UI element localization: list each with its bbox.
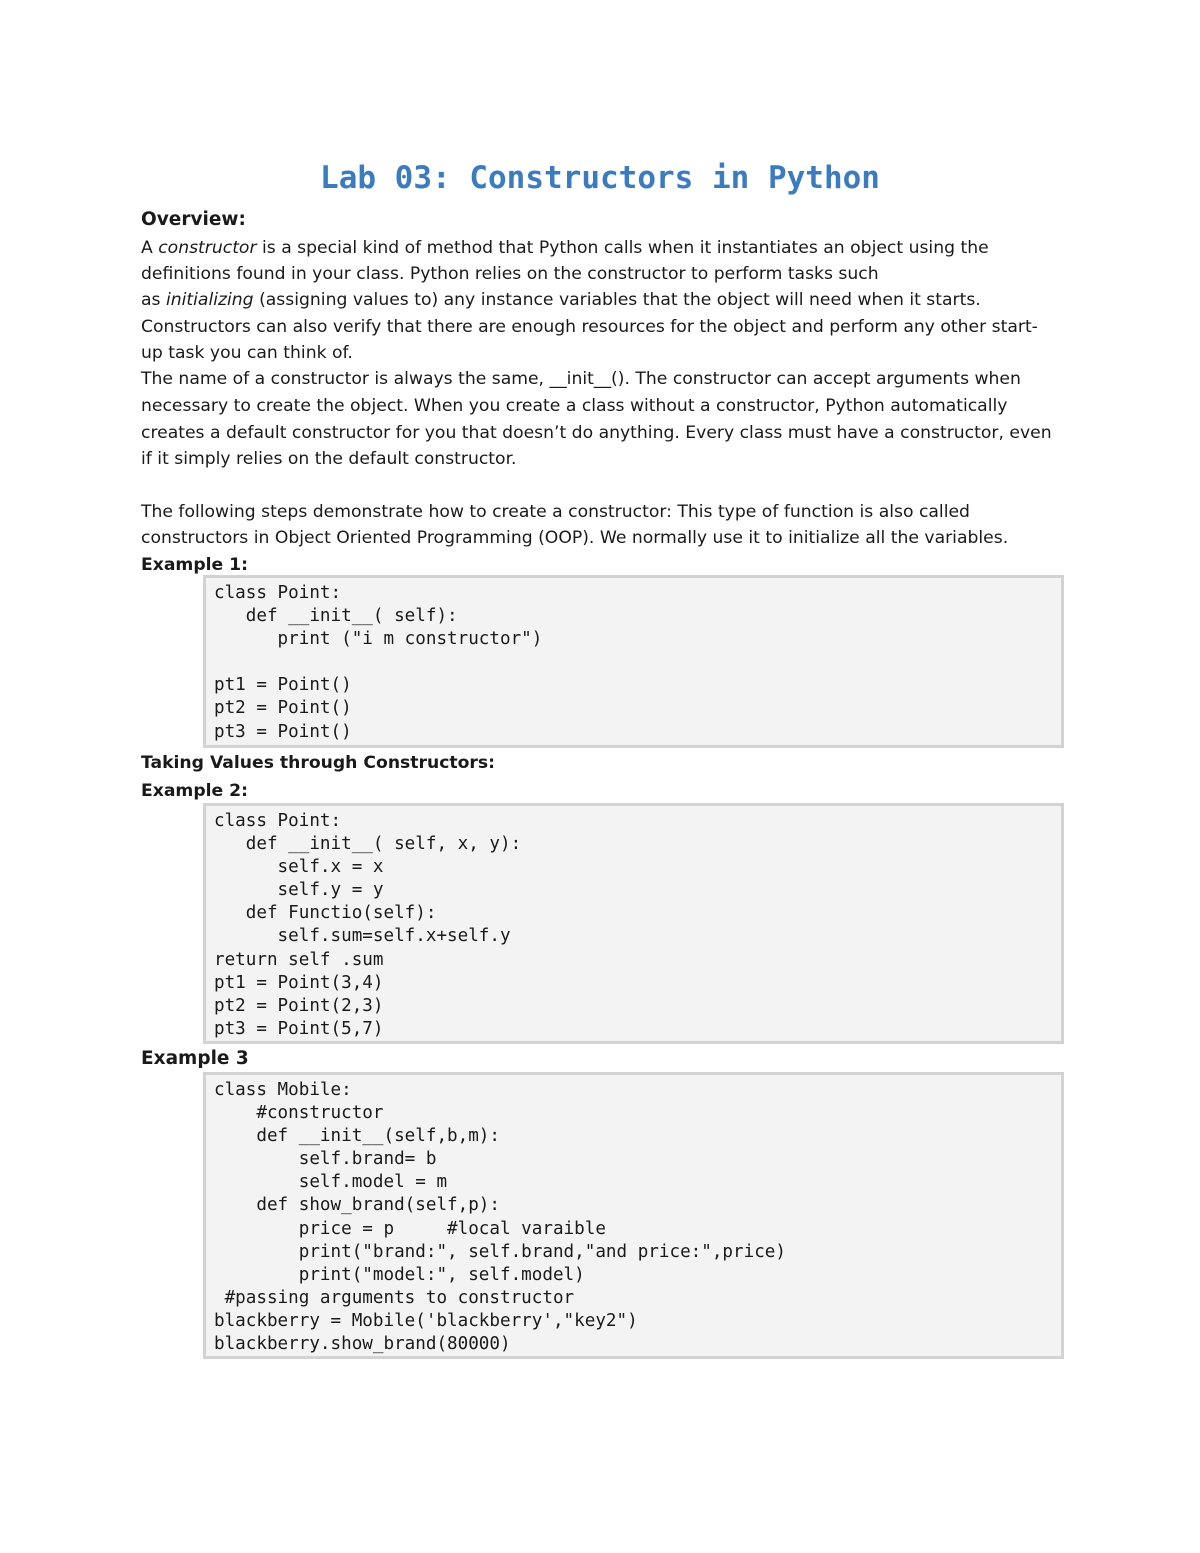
example2-code-box — [203, 803, 1064, 1044]
code-line: self.brand= b — [214, 1149, 437, 1170]
para2-line-3: creates a default constructor for you that doesn’t do anything. Every class must have a constructor, even — [141, 423, 1052, 443]
text-run: A — [141, 238, 159, 258]
overview-line-2: definitions found in your class. Python relies on the constructor to perform tasks such — [141, 264, 879, 284]
code-line: return self .sum — [214, 949, 384, 970]
code-line: def Functio(self): — [214, 903, 437, 924]
code-line: class Point: — [214, 811, 342, 831]
example1-label: Example 1: — [141, 555, 249, 575]
para3-line-1: The following steps demonstrate how to create a constructor: This type of function is also called — [141, 502, 970, 522]
code-line: def __init__( self): — [214, 606, 458, 627]
para2-line-4: if it simply relies on the default constructor. — [141, 449, 517, 469]
code-line: blackberry = Mobile('blackberry',"key2") — [214, 1310, 638, 1331]
example1-code — [206, 578, 1061, 744]
code-line: pt1 = Point() — [214, 675, 352, 696]
example3-code-box — [203, 1072, 1064, 1359]
code-line: def show_brand(self,p): — [214, 1195, 500, 1216]
overview-line-4: Constructors can also verify that there are enough resources for the object and perform any other start- — [141, 317, 1038, 337]
overview-line-3 — [141, 287, 1061, 314]
example2-code — [206, 806, 1061, 1041]
overview-heading: Overview: — [141, 209, 246, 230]
code-line: self.sum=self.x+self.y — [214, 926, 511, 947]
code-line: def __init__(self,b,m): — [214, 1126, 500, 1147]
section2-heading: Taking Values through Constructors: — [141, 753, 496, 773]
text-run: is a special kind of method that Python calls when it instantiates an object using the — [256, 238, 989, 258]
page-title — [0, 160, 1200, 196]
code-line — [214, 651, 1061, 674]
term-initializing: initializing — [165, 290, 254, 310]
code-line: def __init__( self, x, y): — [214, 834, 522, 855]
overview-line-5: up task you can think of. — [141, 343, 353, 363]
code-line: self.model = m — [214, 1172, 448, 1193]
example3-code — [206, 1075, 1061, 1356]
code-line: class Mobile: — [214, 1080, 352, 1100]
overview-line-1 — [141, 235, 1061, 262]
title-prefix: Lab 03: — [320, 160, 470, 196]
para3-line-2: constructors in Object Oriented Programming (OOP). We normally use it to initialize all the variables. — [141, 528, 1009, 548]
code-line: print("brand:", self.brand,"and price:",price) — [214, 1241, 786, 1262]
code-line: pt3 = Point(5,7) — [214, 1018, 384, 1039]
example3-label: Example 3 — [141, 1048, 249, 1069]
code-line: print ("i m constructor") — [214, 629, 543, 650]
code-line: blackberry.show_brand(80000) — [214, 1334, 511, 1355]
code-line: price = p #local varaible — [214, 1218, 606, 1239]
code-line: class Point: — [214, 583, 342, 603]
code-line: print("model:", self.model) — [214, 1264, 585, 1285]
code-line: self.y = y — [214, 880, 384, 901]
term-constructor: constructor — [158, 238, 257, 258]
code-line: pt2 = Point(2,3) — [214, 995, 384, 1016]
code-line: pt3 = Point() — [214, 721, 352, 742]
code-line: #constructor — [214, 1103, 384, 1124]
text-run: as — [141, 290, 166, 310]
text-run: (assigning values to) any instance variables that the object will need when it starts. — [253, 290, 981, 310]
para2-line-1: The name of a constructor is always the same, __init__(). The constructor can accept arguments when — [141, 369, 1021, 389]
para2-line-2: necessary to create the object. When you create a class without a constructor, Python automatically — [141, 396, 1008, 416]
example2-label: Example 2: — [141, 781, 249, 801]
code-line: self.x = x — [214, 857, 384, 878]
example1-code-box — [203, 575, 1064, 748]
code-line: #passing arguments to constructor — [214, 1287, 575, 1308]
code-line: pt2 = Point() — [214, 698, 352, 719]
code-line: pt1 = Point(3,4) — [214, 972, 384, 993]
title-main: Constructors in Python — [469, 160, 880, 196]
